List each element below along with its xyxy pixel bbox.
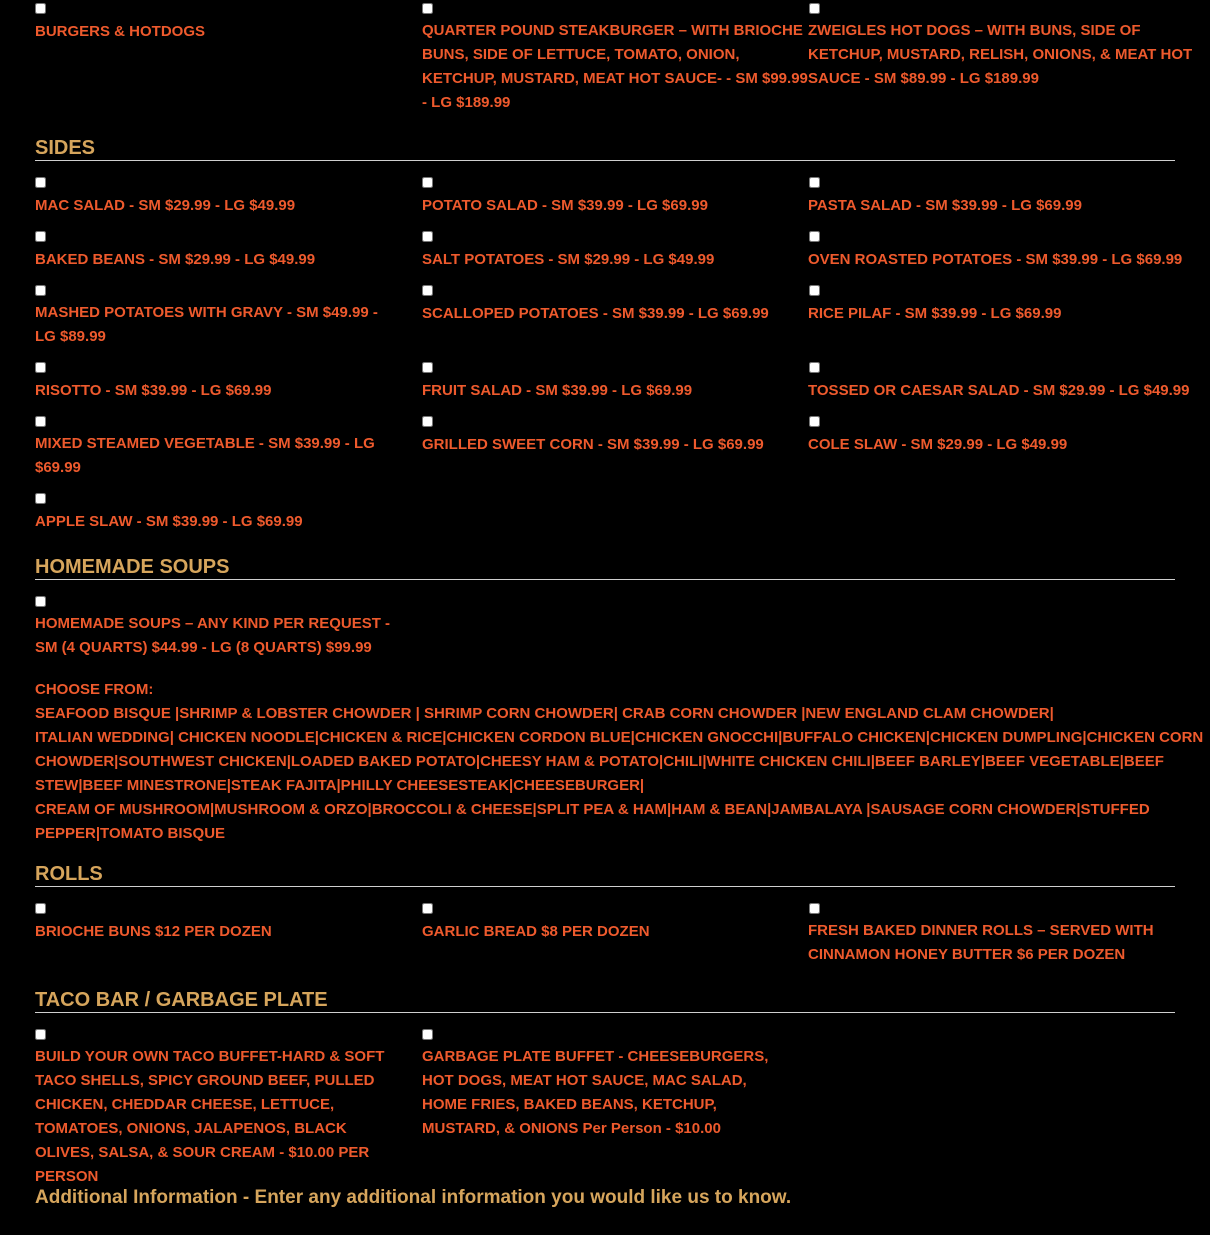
side-checkbox-mixed-steamed-vegetable[interactable]	[35, 416, 46, 427]
side-label: BAKED BEANS - SM $29.99 - LG $49.99	[35, 251, 316, 268]
side-label: MAC SALAD - SM $29.99 - LG $49.99	[35, 197, 296, 214]
roll-label: FRESH BAKED DINNER ROLLS – SERVED WITH CINNAMON HONEY BUTTER $6 PER DOZEN	[808, 922, 1154, 963]
garbage-plate-label: GARBAGE PLATE BUFFET - CHEESEBURGERS, HOT DOGS, MEAT HOT SAUCE, MAC SALAD, HOME FRIES, BAKED BEANS, KETCHUP, MUSTARD, & ONIONS Per Person - $10.00	[422, 1048, 769, 1137]
side-checkbox-pasta-salad[interactable]	[809, 177, 820, 188]
side-label: MASHED POTATOES WITH GRAVY - SM $49.99 - LG $89.99	[35, 304, 378, 345]
soup-options-line: ITALIAN WEDDING| CHICKEN NOODLE|CHICKEN & RICE|CHICKEN CORDON BLUE|CHICKEN GNOCCHI|BUFFALO CHICKEN|CHICKEN DUMPLING|CHICKEN CORN	[35, 729, 1204, 746]
sides-divider	[35, 160, 1175, 161]
taco-garbage-divider	[35, 1012, 1175, 1013]
side-label: POTATO SALAD - SM $39.99 - LG $69.99	[422, 197, 708, 214]
steakburger-line: BUNS, SIDE OF LETTUCE, TOMATO, ONION,	[422, 46, 740, 63]
soup-options-line: PEPPER|TOMATO BISQUE	[35, 825, 226, 842]
hotdogs-line: KETCHUP, MUSTARD, RELISH, ONIONS, & MEAT HOT	[808, 46, 1193, 63]
rolls-heading: ROLLS	[35, 863, 103, 885]
steakburger-line: - LG $189.99	[422, 94, 511, 111]
garlic-bread-checkbox[interactable]	[422, 903, 433, 914]
soups-divider	[35, 579, 1175, 580]
side-label: MIXED STEAMED VEGETABLE - SM $39.99 - LG $69.99	[35, 435, 375, 476]
side-checkbox-fruit-salad[interactable]	[422, 362, 433, 373]
taco-garbage-heading: TACO BAR / GARBAGE PLATE	[35, 989, 328, 1011]
side-label: PASTA SALAD - SM $39.99 - LG $69.99	[808, 197, 1082, 214]
taco-buffet-checkbox[interactable]	[35, 1029, 46, 1040]
side-checkbox-risotto[interactable]	[35, 362, 46, 373]
dinner-rolls-checkbox[interactable]	[809, 903, 820, 914]
side-checkbox-cole-slaw[interactable]	[809, 416, 820, 427]
steakburger-line: KETCHUP, MUSTARD, MEAT HOT SAUCE- - SM $99.99	[422, 70, 808, 87]
sides-heading: SIDES	[35, 137, 96, 159]
choose-from-label: CHOOSE FROM:	[35, 681, 154, 698]
side-checkbox-salt-potatoes[interactable]	[422, 231, 433, 242]
side-checkbox-grilled-sweet-corn[interactable]	[422, 416, 433, 427]
soup-options-line: SEAFOOD BISQUE |SHRIMP & LOBSTER CHOWDER | SHRIMP CORN CHOWDER| CRAB CORN CHOWDER |NEW ENGLAND CLAM CHOWDER|	[35, 705, 1054, 722]
hotdogs-line: ZWEIGLES HOT DOGS – WITH BUNS, SIDE OF	[808, 22, 1141, 39]
homemade-soups-checkbox[interactable]	[35, 596, 46, 607]
side-label: SCALLOPED POTATOES - SM $39.99 - LG $69.99	[422, 305, 769, 322]
brioche-buns-checkbox[interactable]	[35, 903, 46, 914]
side-label: RISOTTO - SM $39.99 - LG $69.99	[35, 382, 272, 399]
side-label: GRILLED SWEET CORN - SM $39.99 - LG $69.99	[422, 436, 764, 453]
burgers-hotdogs-checkbox[interactable]	[35, 3, 46, 14]
steakburger-line: QUARTER POUND STEAKBURGER – WITH BRIOCHE	[422, 22, 803, 39]
hotdogs-label	[808, 19, 1192, 91]
rolls-divider	[35, 886, 1175, 887]
side-checkbox-mac-salad[interactable]	[35, 177, 46, 188]
homemade-soups-label: HOMEMADE SOUPS – ANY KIND PER REQUEST - SM (4 QUARTS) $44.99 - LG (8 QUARTS) $99.99	[35, 615, 391, 656]
taco-buffet-label: BUILD YOUR OWN TACO BUFFET-HARD & SOFT TACO SHELLS, SPICY GROUND BEEF, PULLED CHICKEN, CHEDDAR CHEESE, LETTUCE, TOMATOES, ONIONS, JALAPENOS, BLACK OLIVES, SALSA, & SOUR CREAM - $10.00 PER PERSON	[35, 1048, 385, 1185]
side-label: APPLE SLAW - SM $39.99 - LG $69.99	[35, 513, 303, 530]
side-checkbox-apple-slaw[interactable]	[35, 493, 46, 504]
hotdogs-line: SAUCE - SM $89.99 - LG $189.99	[808, 70, 1039, 87]
burgers-hotdogs-label: BURGERS & HOTDOGS	[35, 23, 206, 40]
side-checkbox-baked-beans[interactable]	[35, 231, 46, 242]
side-label: SALT POTATOES - SM $29.99 - LG $49.99	[422, 251, 715, 268]
side-label: RICE PILAF - SM $39.99 - LG $69.99	[808, 305, 1062, 322]
additional-information-label: Additional Information - Enter any additional information you would like us to know.	[35, 1187, 792, 1208]
side-label: FRUIT SALAD - SM $39.99 - LG $69.99	[422, 382, 693, 399]
soup-options-line: STEW|BEEF MINESTRONE|STEAK FAJITA|PHILLY CHEESESTEAK|CHEESEBURGER|	[35, 777, 645, 794]
soups-heading: HOMEMADE SOUPS	[35, 556, 230, 578]
side-label: COLE SLAW - SM $29.99 - LG $49.99	[808, 436, 1068, 453]
garbage-plate-checkbox[interactable]	[422, 1029, 433, 1040]
side-checkbox-mashed-potatoes[interactable]	[35, 285, 46, 296]
hotdogs-checkbox[interactable]	[809, 3, 820, 14]
roll-label: BRIOCHE BUNS $12 PER DOZEN	[35, 923, 272, 940]
side-checkbox-rice-pilaf[interactable]	[809, 285, 820, 296]
side-label: OVEN ROASTED POTATOES - SM $39.99 - LG $69.99	[808, 251, 1183, 268]
side-label: TOSSED OR CAESAR SALAD - SM $29.99 - LG $49.99	[808, 382, 1190, 399]
soup-options-line: CREAM OF MUSHROOM|MUSHROOM & ORZO|BROCCOLI & CHEESE|SPLIT PEA & HAM|HAM & BEAN|JAMBALAYA |SAUSAGE CORN CHOWDER|STUFFED	[35, 801, 1150, 818]
soup-options-line: CHOWDER|SOUTHWEST CHICKEN|LOADED BAKED POTATO|CHEESY HAM & POTATO|CHILI|WHITE CHICKEN CHILI|BEEF BARLEY|BEEF VEGETABLE|BEEF	[35, 753, 1164, 770]
roll-label: GARLIC BREAD $8 PER DOZEN	[422, 923, 650, 940]
steakburger-label	[422, 19, 808, 115]
side-checkbox-potato-salad[interactable]	[422, 177, 433, 188]
side-checkbox-oven-roasted-potatoes[interactable]	[809, 231, 820, 242]
side-checkbox-scalloped-potatoes[interactable]	[422, 285, 433, 296]
side-checkbox-tossed-caesar-salad[interactable]	[809, 362, 820, 373]
steakburger-checkbox[interactable]	[422, 3, 433, 14]
